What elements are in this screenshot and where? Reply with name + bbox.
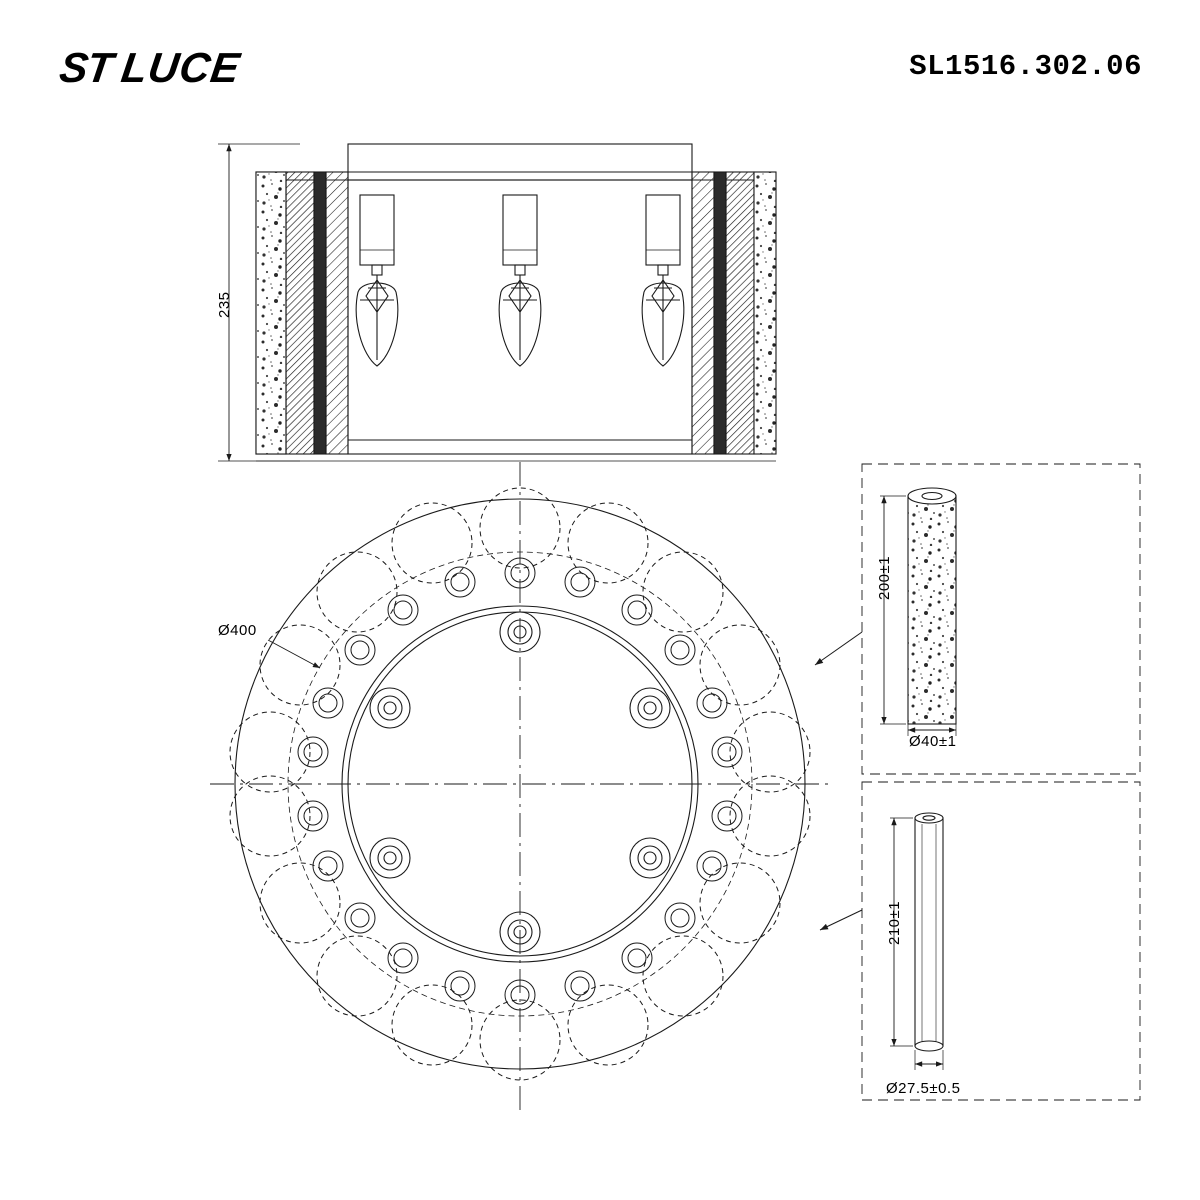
dimension-label-detail2-diameter: Ø27.5±0.5 xyxy=(886,1080,961,1097)
dimension-label-detail1-length: 200±1 xyxy=(876,555,893,600)
brand-logo-st: ST xyxy=(56,44,116,91)
dimension-label-diameter: Ø400 xyxy=(218,622,257,639)
brand-logo-luce: LUCE xyxy=(118,44,244,91)
dimension-label-detail2-length: 210±1 xyxy=(886,900,903,945)
dimension-label-detail1-diameter: Ø40±1 xyxy=(909,733,957,750)
bottom-plan-view xyxy=(210,462,830,1112)
detail-view-metal-tube xyxy=(820,782,1140,1100)
front-elevation-view xyxy=(218,144,776,461)
detail-view-stone-tube xyxy=(815,464,1140,774)
product-code: SL1516.302.06 xyxy=(909,50,1142,83)
dimension-label-height: 235 xyxy=(216,291,233,318)
